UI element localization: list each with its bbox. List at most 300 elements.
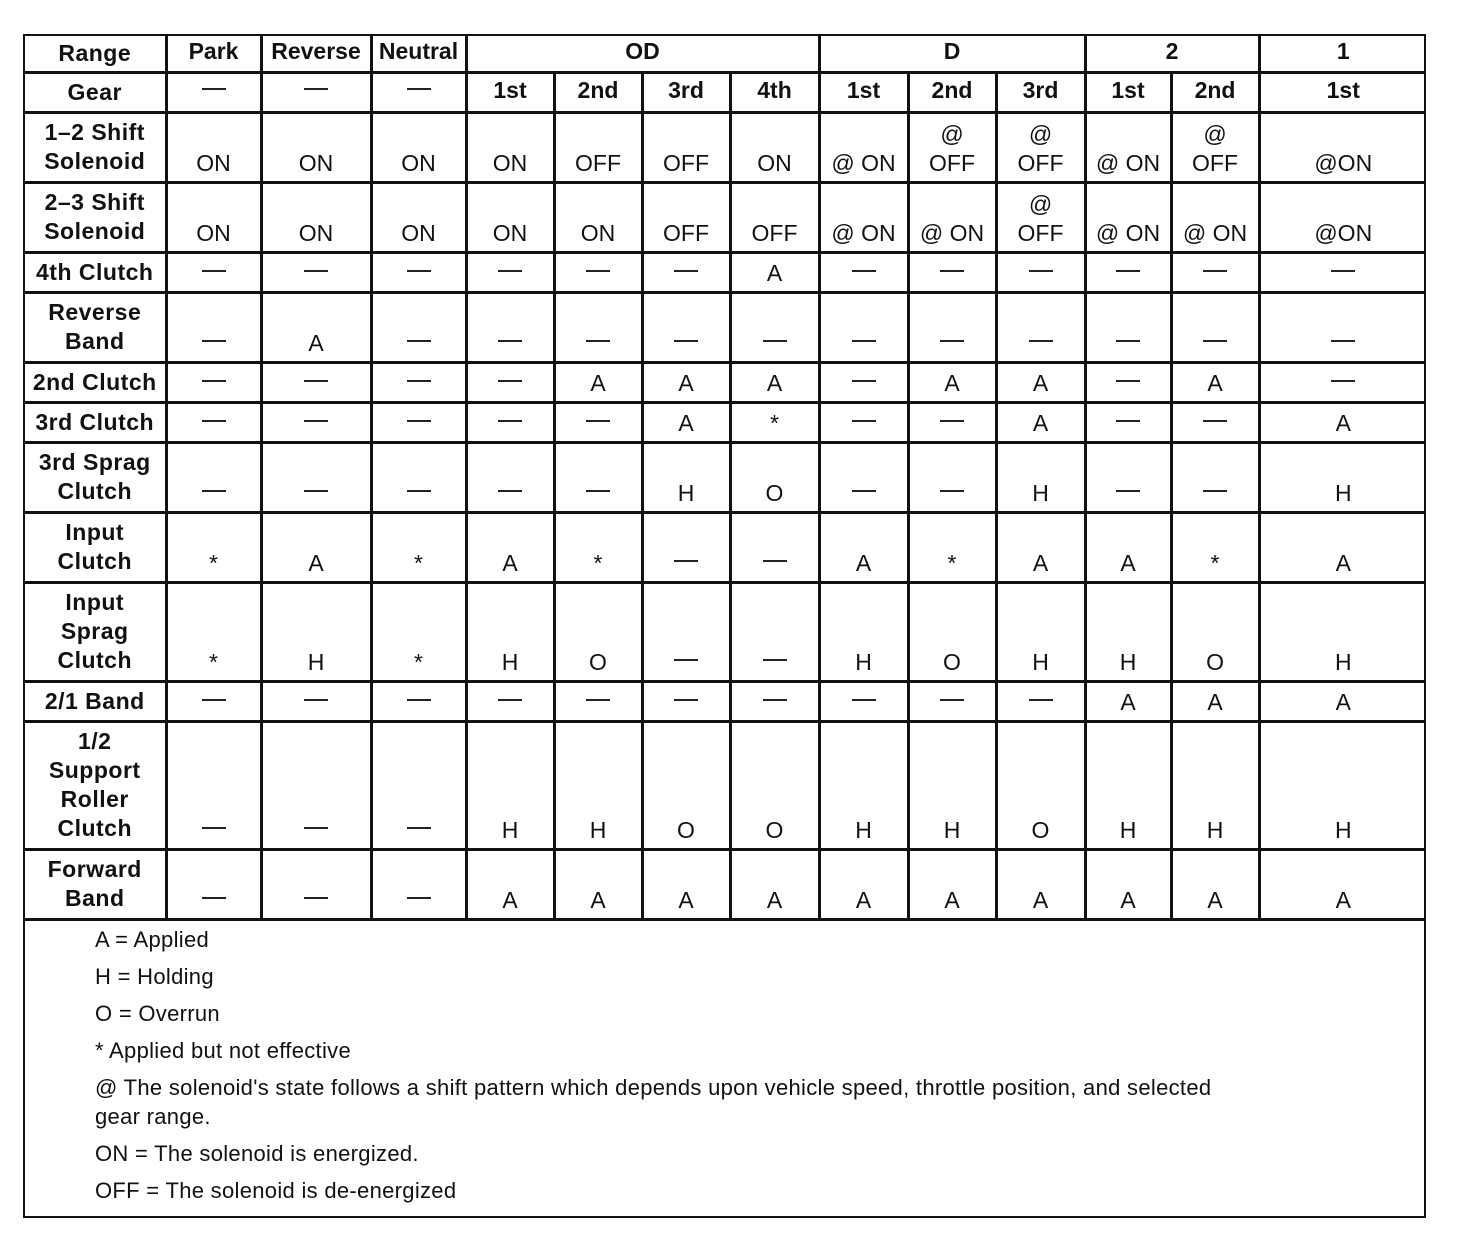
- state-cell-text: H: [1334, 479, 1352, 506]
- legend-line: H = Holding: [95, 963, 214, 989]
- state-cell: [642, 362, 730, 402]
- state-cell: [642, 402, 730, 442]
- range-park-text: Park: [188, 38, 239, 65]
- state-cell-text: [202, 420, 226, 422]
- state-cell-text: [407, 270, 431, 272]
- state-cell-text: A: [1335, 409, 1351, 436]
- gear-label-text: Gear: [67, 78, 122, 105]
- gear-cell: [908, 72, 996, 112]
- state-cell-text: [1116, 270, 1140, 272]
- row-label-2nd-clutch: [25, 362, 166, 402]
- state-cell-text: A: [590, 369, 606, 396]
- state-cell: [642, 112, 730, 182]
- state-cell-text: [674, 340, 698, 342]
- legend-line: A = Applied: [95, 926, 210, 952]
- state-cell-text: [1029, 270, 1053, 272]
- state-cell-text: [1116, 490, 1140, 492]
- state-cell-text: @ ON: [831, 149, 896, 176]
- state-cell-text: *: [414, 549, 423, 576]
- state-cell: [819, 721, 908, 849]
- state-cell: [1085, 112, 1171, 182]
- gear-cell: [261, 72, 371, 112]
- state-cell: [1259, 681, 1426, 721]
- state-cell-text: A: [590, 886, 606, 913]
- state-cell: [996, 849, 1085, 919]
- component-row: [25, 292, 1426, 362]
- state-cell: [554, 582, 642, 681]
- state-cell: [642, 252, 730, 292]
- state-cell: [166, 112, 261, 182]
- state-cell-text: A: [1207, 369, 1223, 396]
- state-cell: [819, 292, 908, 362]
- state-cell-text: [1203, 270, 1227, 272]
- state-cell-text: A: [766, 259, 783, 286]
- state-cell: [730, 292, 819, 362]
- gear-cell: [554, 72, 642, 112]
- state-cell-text: H: [1032, 479, 1049, 506]
- component-row: [25, 402, 1426, 442]
- state-cell-text: ON: [196, 149, 231, 176]
- state-cell: [908, 681, 996, 721]
- state-cell-text: A: [502, 549, 518, 576]
- state-cell-text: ON: [401, 219, 436, 246]
- state-cell: [466, 112, 554, 182]
- state-cell-text: [202, 340, 226, 342]
- state-cell-text: H: [943, 816, 961, 843]
- range-2: [1085, 36, 1259, 72]
- range-1: [1259, 36, 1426, 72]
- state-cell: [166, 292, 261, 362]
- row-label-3rd-sprag-clutch: [25, 442, 166, 512]
- state-cell: [908, 292, 996, 362]
- state-cell-text: ON: [298, 149, 334, 176]
- state-cell: [908, 442, 996, 512]
- state-cell-text: A: [1335, 886, 1351, 913]
- state-cell: [1171, 292, 1259, 362]
- state-cell-text: [674, 659, 698, 661]
- state-cell-text: @ ON: [1095, 219, 1161, 246]
- state-cell: [1259, 112, 1426, 182]
- gear-cell: [1171, 72, 1259, 112]
- state-cell: [819, 112, 908, 182]
- state-cell: [1171, 442, 1259, 512]
- state-cell-text: ON: [298, 219, 334, 246]
- state-cell-text: ON: [492, 149, 528, 176]
- state-cell: [642, 681, 730, 721]
- state-cell: [1171, 849, 1259, 919]
- state-cell-text: [1116, 380, 1140, 382]
- state-cell: [166, 442, 261, 512]
- state-cell-text: *: [593, 549, 603, 576]
- state-cell: [1259, 182, 1426, 252]
- state-cell: [166, 252, 261, 292]
- state-cell-text: [498, 699, 522, 701]
- state-cell-text: [1331, 340, 1355, 342]
- state-cell-text: *: [947, 549, 957, 576]
- gear-cell: [819, 72, 908, 112]
- state-cell: [1085, 721, 1171, 849]
- component-row: [25, 849, 1426, 919]
- row-label-input-sprag-clutch-text: Input Sprag Clutch: [57, 589, 133, 673]
- state-cell: [1171, 182, 1259, 252]
- row-label-4th-clutch-text: 4th Clutch: [36, 258, 154, 285]
- state-cell: [819, 512, 908, 582]
- state-cell: [371, 721, 466, 849]
- state-cell-text: [852, 380, 876, 382]
- state-cell: [166, 721, 261, 849]
- gear-cell-text: [304, 88, 328, 90]
- state-cell-text: H: [1119, 816, 1137, 843]
- state-cell-text: ON: [492, 219, 528, 246]
- state-cell: [466, 182, 554, 252]
- state-cell: [642, 849, 730, 919]
- state-cell: [730, 582, 819, 681]
- state-cell: [1259, 292, 1426, 362]
- state-cell-text: @ ON: [831, 219, 896, 246]
- state-cell: [730, 182, 819, 252]
- state-cell: [1085, 582, 1171, 681]
- state-cell-text: [674, 560, 698, 562]
- component-row: [25, 681, 1426, 721]
- state-cell: [1085, 182, 1171, 252]
- state-cell-text: [304, 270, 328, 272]
- state-cell: [819, 681, 908, 721]
- state-cell: [908, 112, 996, 182]
- state-cell-text: OFF: [663, 219, 709, 246]
- range-label: [25, 36, 166, 72]
- state-cell-text: @ ON: [1182, 219, 1248, 246]
- row-label-forward-band: [25, 849, 166, 919]
- state-cell: [261, 402, 371, 442]
- state-cell-text: [940, 340, 964, 342]
- state-cell-text: OFF: [575, 149, 621, 176]
- state-cell-text: [852, 420, 876, 422]
- gear-cell-text: 1st: [493, 77, 527, 103]
- state-cell-text: [202, 380, 226, 382]
- row-label-3rd-clutch-text: 3rd Clutch: [35, 408, 155, 435]
- state-cell: [996, 582, 1085, 681]
- component-row: [25, 112, 1426, 182]
- state-cell-text: [586, 270, 610, 272]
- state-cell: [908, 512, 996, 582]
- state-cell-text: H: [589, 816, 607, 843]
- state-cell: [642, 582, 730, 681]
- state-cell: [554, 721, 642, 849]
- state-cell-text: ON: [757, 149, 792, 176]
- state-cell-text: A: [855, 549, 872, 576]
- state-cell: [996, 442, 1085, 512]
- state-cell: [819, 402, 908, 442]
- row-label-2-1-band: [25, 681, 166, 721]
- state-cell-text: [407, 897, 431, 899]
- row-label-2nd-clutch-text: 2nd Clutch: [32, 368, 157, 395]
- state-cell: [554, 292, 642, 362]
- state-cell: [1085, 362, 1171, 402]
- state-cell: [908, 582, 996, 681]
- state-cell-text: [1203, 340, 1227, 342]
- state-cell-text: H: [307, 648, 325, 675]
- state-cell: [730, 512, 819, 582]
- gear-cell-text: 2nd: [931, 77, 973, 103]
- gear-cell-text: [202, 88, 226, 90]
- state-cell-text: A: [944, 886, 960, 913]
- state-cell-text: O: [765, 479, 784, 506]
- gear-cell-text: 1st: [1326, 77, 1360, 103]
- state-cell-text: [852, 490, 876, 492]
- state-cell-text: H: [1334, 816, 1352, 843]
- state-cell: [1171, 721, 1259, 849]
- state-cell-text: [498, 420, 522, 422]
- state-cell-text: [1331, 380, 1355, 382]
- state-cell-text: [940, 420, 964, 422]
- state-cell-text: @ ON: [1095, 149, 1161, 176]
- state-cell-text: [498, 490, 522, 492]
- gear-cell: [371, 72, 466, 112]
- gear-cell-text: 3rd: [1022, 77, 1059, 103]
- state-cell: [261, 849, 371, 919]
- gear-cell-text: 1st: [1111, 77, 1145, 103]
- state-cell: [166, 362, 261, 402]
- state-cell-text: [202, 897, 226, 899]
- state-cell-text: A: [944, 369, 960, 396]
- state-cell-text: A: [308, 549, 324, 576]
- gear-cell-text: 2nd: [577, 77, 619, 103]
- state-cell: [1259, 362, 1426, 402]
- state-cell-text: OFF: [663, 149, 709, 176]
- state-cell: [1259, 442, 1426, 512]
- state-cell-text: [852, 270, 876, 272]
- state-cell-text: @ OFF: [1017, 190, 1064, 246]
- state-cell: [1085, 681, 1171, 721]
- state-cell-text: A: [1120, 549, 1136, 576]
- state-cell: [819, 182, 908, 252]
- state-cell: [371, 252, 466, 292]
- state-cell-text: [304, 897, 328, 899]
- state-cell: [1171, 582, 1259, 681]
- component-row: [25, 182, 1426, 252]
- range-1-text: 1: [1336, 38, 1350, 65]
- state-cell-text: H: [1032, 648, 1049, 675]
- gear-cell-text: [407, 88, 431, 90]
- state-cell-text: [763, 699, 787, 701]
- state-cell-text: [407, 827, 431, 829]
- state-cell-text: A: [678, 409, 694, 436]
- state-cell: [1259, 402, 1426, 442]
- state-cell: [908, 252, 996, 292]
- gear-cell: [730, 72, 819, 112]
- gear-cell: [642, 72, 730, 112]
- state-cell-text: [1116, 420, 1140, 422]
- state-cell: [908, 182, 996, 252]
- state-cell-text: [202, 699, 226, 701]
- state-cell: [1171, 252, 1259, 292]
- state-cell-text: [498, 380, 522, 382]
- state-cell-text: H: [855, 648, 872, 675]
- state-cell: [261, 252, 371, 292]
- component-row: [25, 582, 1426, 681]
- state-cell-text: [586, 420, 610, 422]
- application-table: [25, 36, 1426, 921]
- state-cell: [1085, 252, 1171, 292]
- row-label-reverse-band: [25, 292, 166, 362]
- state-cell: [261, 442, 371, 512]
- state-cell: [466, 512, 554, 582]
- state-cell-text: A: [1120, 688, 1136, 715]
- state-cell: [819, 442, 908, 512]
- state-cell: [554, 849, 642, 919]
- state-cell-text: [304, 420, 328, 422]
- state-cell-text: H: [501, 816, 519, 843]
- state-cell: [908, 362, 996, 402]
- legend-line: * Applied but not effective: [95, 1037, 351, 1063]
- state-cell: [261, 292, 371, 362]
- state-cell-text: O: [589, 648, 607, 675]
- state-cell-text: [304, 380, 328, 382]
- state-cell: [554, 112, 642, 182]
- state-cell-text: [407, 340, 431, 342]
- state-cell-text: H: [855, 816, 872, 843]
- state-cell-text: [940, 490, 964, 492]
- gear-cell: [1085, 72, 1171, 112]
- gear-header-row: [25, 72, 1426, 112]
- row-label-reverse-band-text: Reverse Band: [48, 299, 142, 354]
- state-cell: [908, 402, 996, 442]
- state-cell-text: ON: [580, 219, 616, 246]
- state-cell: [1171, 681, 1259, 721]
- state-cell: [1085, 512, 1171, 582]
- state-cell: [371, 582, 466, 681]
- state-cell-text: [202, 270, 226, 272]
- state-cell: [261, 721, 371, 849]
- state-cell: [466, 582, 554, 681]
- range-header-row: [25, 36, 1426, 72]
- state-cell: [554, 512, 642, 582]
- state-cell-text: [852, 699, 876, 701]
- state-cell: [1259, 512, 1426, 582]
- state-cell-text: @ ON: [919, 219, 985, 246]
- range-park: [166, 36, 261, 72]
- state-cell: [166, 512, 261, 582]
- row-label-1-2-shift-solenoid-text: 1–2 Shift Solenoid: [44, 119, 146, 174]
- state-cell: [1085, 402, 1171, 442]
- state-cell-text: [498, 270, 522, 272]
- gear-label: [25, 72, 166, 112]
- row-label-input-sprag-clutch: [25, 582, 166, 681]
- state-cell: [1259, 582, 1426, 681]
- legend-line: O = Overrun: [95, 1000, 220, 1026]
- state-cell-text: [407, 380, 431, 382]
- state-cell: [1171, 512, 1259, 582]
- state-cell: [466, 442, 554, 512]
- state-cell: [996, 292, 1085, 362]
- state-cell-text: A: [766, 369, 783, 396]
- row-label-2-3-shift-solenoid-text: 2–3 Shift Solenoid: [44, 189, 146, 244]
- state-cell-text: @ OFF: [1017, 120, 1064, 176]
- state-cell-text: [940, 270, 964, 272]
- state-cell: [1259, 252, 1426, 292]
- state-cell-text: [586, 340, 610, 342]
- range-reverse-text: Reverse: [271, 38, 361, 65]
- state-cell: [996, 721, 1085, 849]
- state-cell-text: [498, 340, 522, 342]
- state-cell-text: H: [1119, 648, 1137, 675]
- state-cell: [554, 362, 642, 402]
- state-cell-text: [304, 490, 328, 492]
- state-cell: [1085, 442, 1171, 512]
- state-cell: [908, 849, 996, 919]
- range-od-text: OD: [625, 38, 660, 65]
- state-cell: [730, 849, 819, 919]
- state-cell: [730, 362, 819, 402]
- state-cell: [642, 292, 730, 362]
- state-cell-text: [407, 490, 431, 492]
- gear-cell: [166, 72, 261, 112]
- state-cell-text: A: [502, 886, 518, 913]
- range-neutral-text: Neutral: [378, 38, 459, 65]
- state-cell: [554, 252, 642, 292]
- state-cell-text: [407, 699, 431, 701]
- state-cell: [819, 849, 908, 919]
- state-cell: [371, 112, 466, 182]
- legend-line: ON = The solenoid is energized.: [95, 1140, 419, 1166]
- state-cell-text: @ OFF: [929, 120, 975, 176]
- state-cell: [730, 442, 819, 512]
- component-row: [25, 512, 1426, 582]
- state-cell: [1171, 112, 1259, 182]
- row-label-1-2-support-roller-clutch-text: 1/2 Support Roller Clutch: [48, 728, 141, 841]
- component-row: [25, 252, 1426, 292]
- state-cell-text: @ OFF: [1192, 120, 1238, 176]
- state-cell-text: A: [1207, 886, 1223, 913]
- state-cell-text: [1203, 490, 1227, 492]
- state-cell: [1259, 721, 1426, 849]
- state-cell: [554, 402, 642, 442]
- state-cell: [908, 721, 996, 849]
- row-label-1-2-shift-solenoid: [25, 112, 166, 182]
- state-cell-text: A: [678, 369, 694, 396]
- state-cell: [554, 182, 642, 252]
- state-cell: [371, 182, 466, 252]
- row-label-forward-band-text: Forward Band: [47, 856, 142, 911]
- state-cell: [166, 681, 261, 721]
- state-cell: [466, 721, 554, 849]
- state-cell: [466, 402, 554, 442]
- state-cell-text: [304, 827, 328, 829]
- state-cell: [371, 849, 466, 919]
- state-cell-text: O: [943, 648, 961, 675]
- state-cell: [642, 182, 730, 252]
- state-cell-text: O: [1031, 816, 1050, 843]
- state-cell: [819, 582, 908, 681]
- state-cell: [642, 721, 730, 849]
- range-reverse: [261, 36, 371, 72]
- component-row: [25, 442, 1426, 512]
- state-cell: [261, 681, 371, 721]
- state-cell-text: A: [855, 886, 872, 913]
- state-cell: [996, 512, 1085, 582]
- range-2-text: 2: [1165, 38, 1179, 65]
- row-label-input-clutch: [25, 512, 166, 582]
- state-cell: [819, 252, 908, 292]
- legend-line: OFF = The solenoid is de-energized: [95, 1177, 457, 1203]
- state-cell: [371, 681, 466, 721]
- state-cell-text: [763, 340, 787, 342]
- state-cell-text: [763, 560, 787, 562]
- gear-cell: [1259, 72, 1426, 112]
- state-cell-text: [674, 699, 698, 701]
- state-cell: [371, 292, 466, 362]
- state-cell: [819, 362, 908, 402]
